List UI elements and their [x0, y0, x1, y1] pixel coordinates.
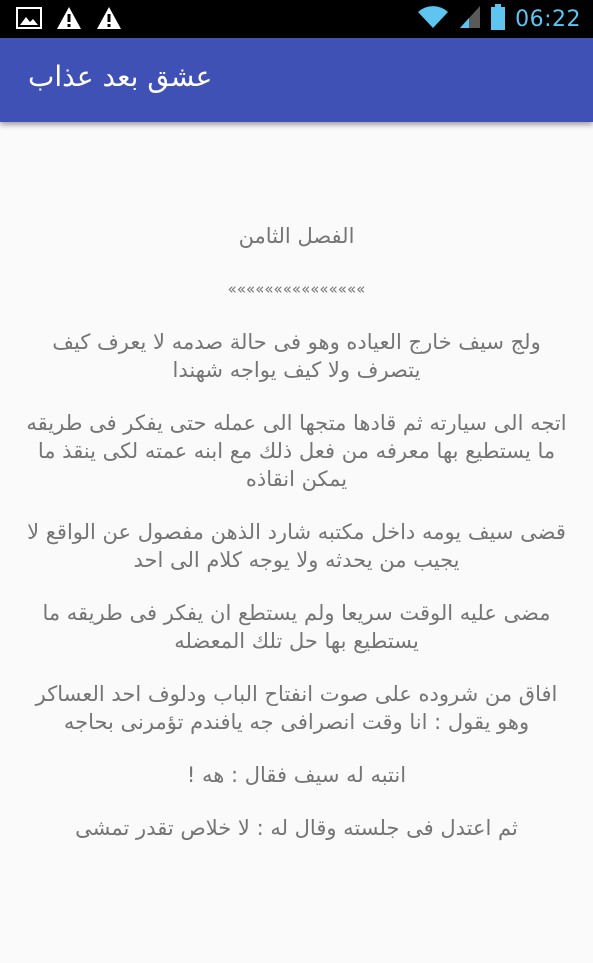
- image-icon: [16, 7, 42, 33]
- battery-icon: [491, 4, 505, 34]
- paragraph: مضى عليه الوقت سريعا ولم يستطع ان يفكر فى طريقه ما يستطيع بها حل تلك المعضله: [42, 601, 551, 653]
- paragraph: ولج سيف خارج العياده وهو فى حالة صدمه لا يعرف كيف يتصرف ولا كيف يواجه شهندا: [52, 330, 541, 382]
- status-time: 06:22: [515, 6, 581, 32]
- paragraph: انتبه له سيف فقال : هه !: [186, 763, 407, 787]
- system-icons: [417, 4, 581, 34]
- chapter-text: [22, 222, 571, 848]
- warning-icon: [56, 6, 82, 34]
- chapter-divider: »»»»»»»»»»»»»»»: [227, 280, 366, 298]
- notification-icons: [16, 6, 122, 34]
- paragraph: ثم اعتدل فى جلسته وقال له : لا خلاص تقدر تمشى: [75, 816, 518, 840]
- wifi-icon: [417, 5, 449, 33]
- chapter-content[interactable]: [0, 122, 593, 848]
- paragraph: اتجه الى سيارته ثم قادها متجها الى عمله حتى يفكر فى طريقه ما يستطيع بها معرفه من فعل ذلك مع ابنه عمته لكى ينقذ ما يمكن انقاذه: [26, 411, 567, 491]
- paragraph: قضى سيف يومه داخل مكتبه شارد الذهن مفصول عن الواقع لا يجيب من يحدثه ولا يوجه كلام الى احد: [27, 520, 566, 572]
- paragraph: افاق من شروده على صوت انفتاح الباب ودلوف احد العساكر وهو يقول : انا وقت انصرافى جه يافندم تؤمرنى بحاجه: [35, 682, 558, 734]
- signal-icon: [459, 5, 481, 33]
- chapter-title: الفصل الثامن: [238, 224, 355, 248]
- warning-icon: [96, 6, 122, 34]
- app-bar: [0, 38, 593, 122]
- app-title: عشق بعد عذاب: [28, 60, 213, 93]
- status-bar: [0, 0, 593, 38]
